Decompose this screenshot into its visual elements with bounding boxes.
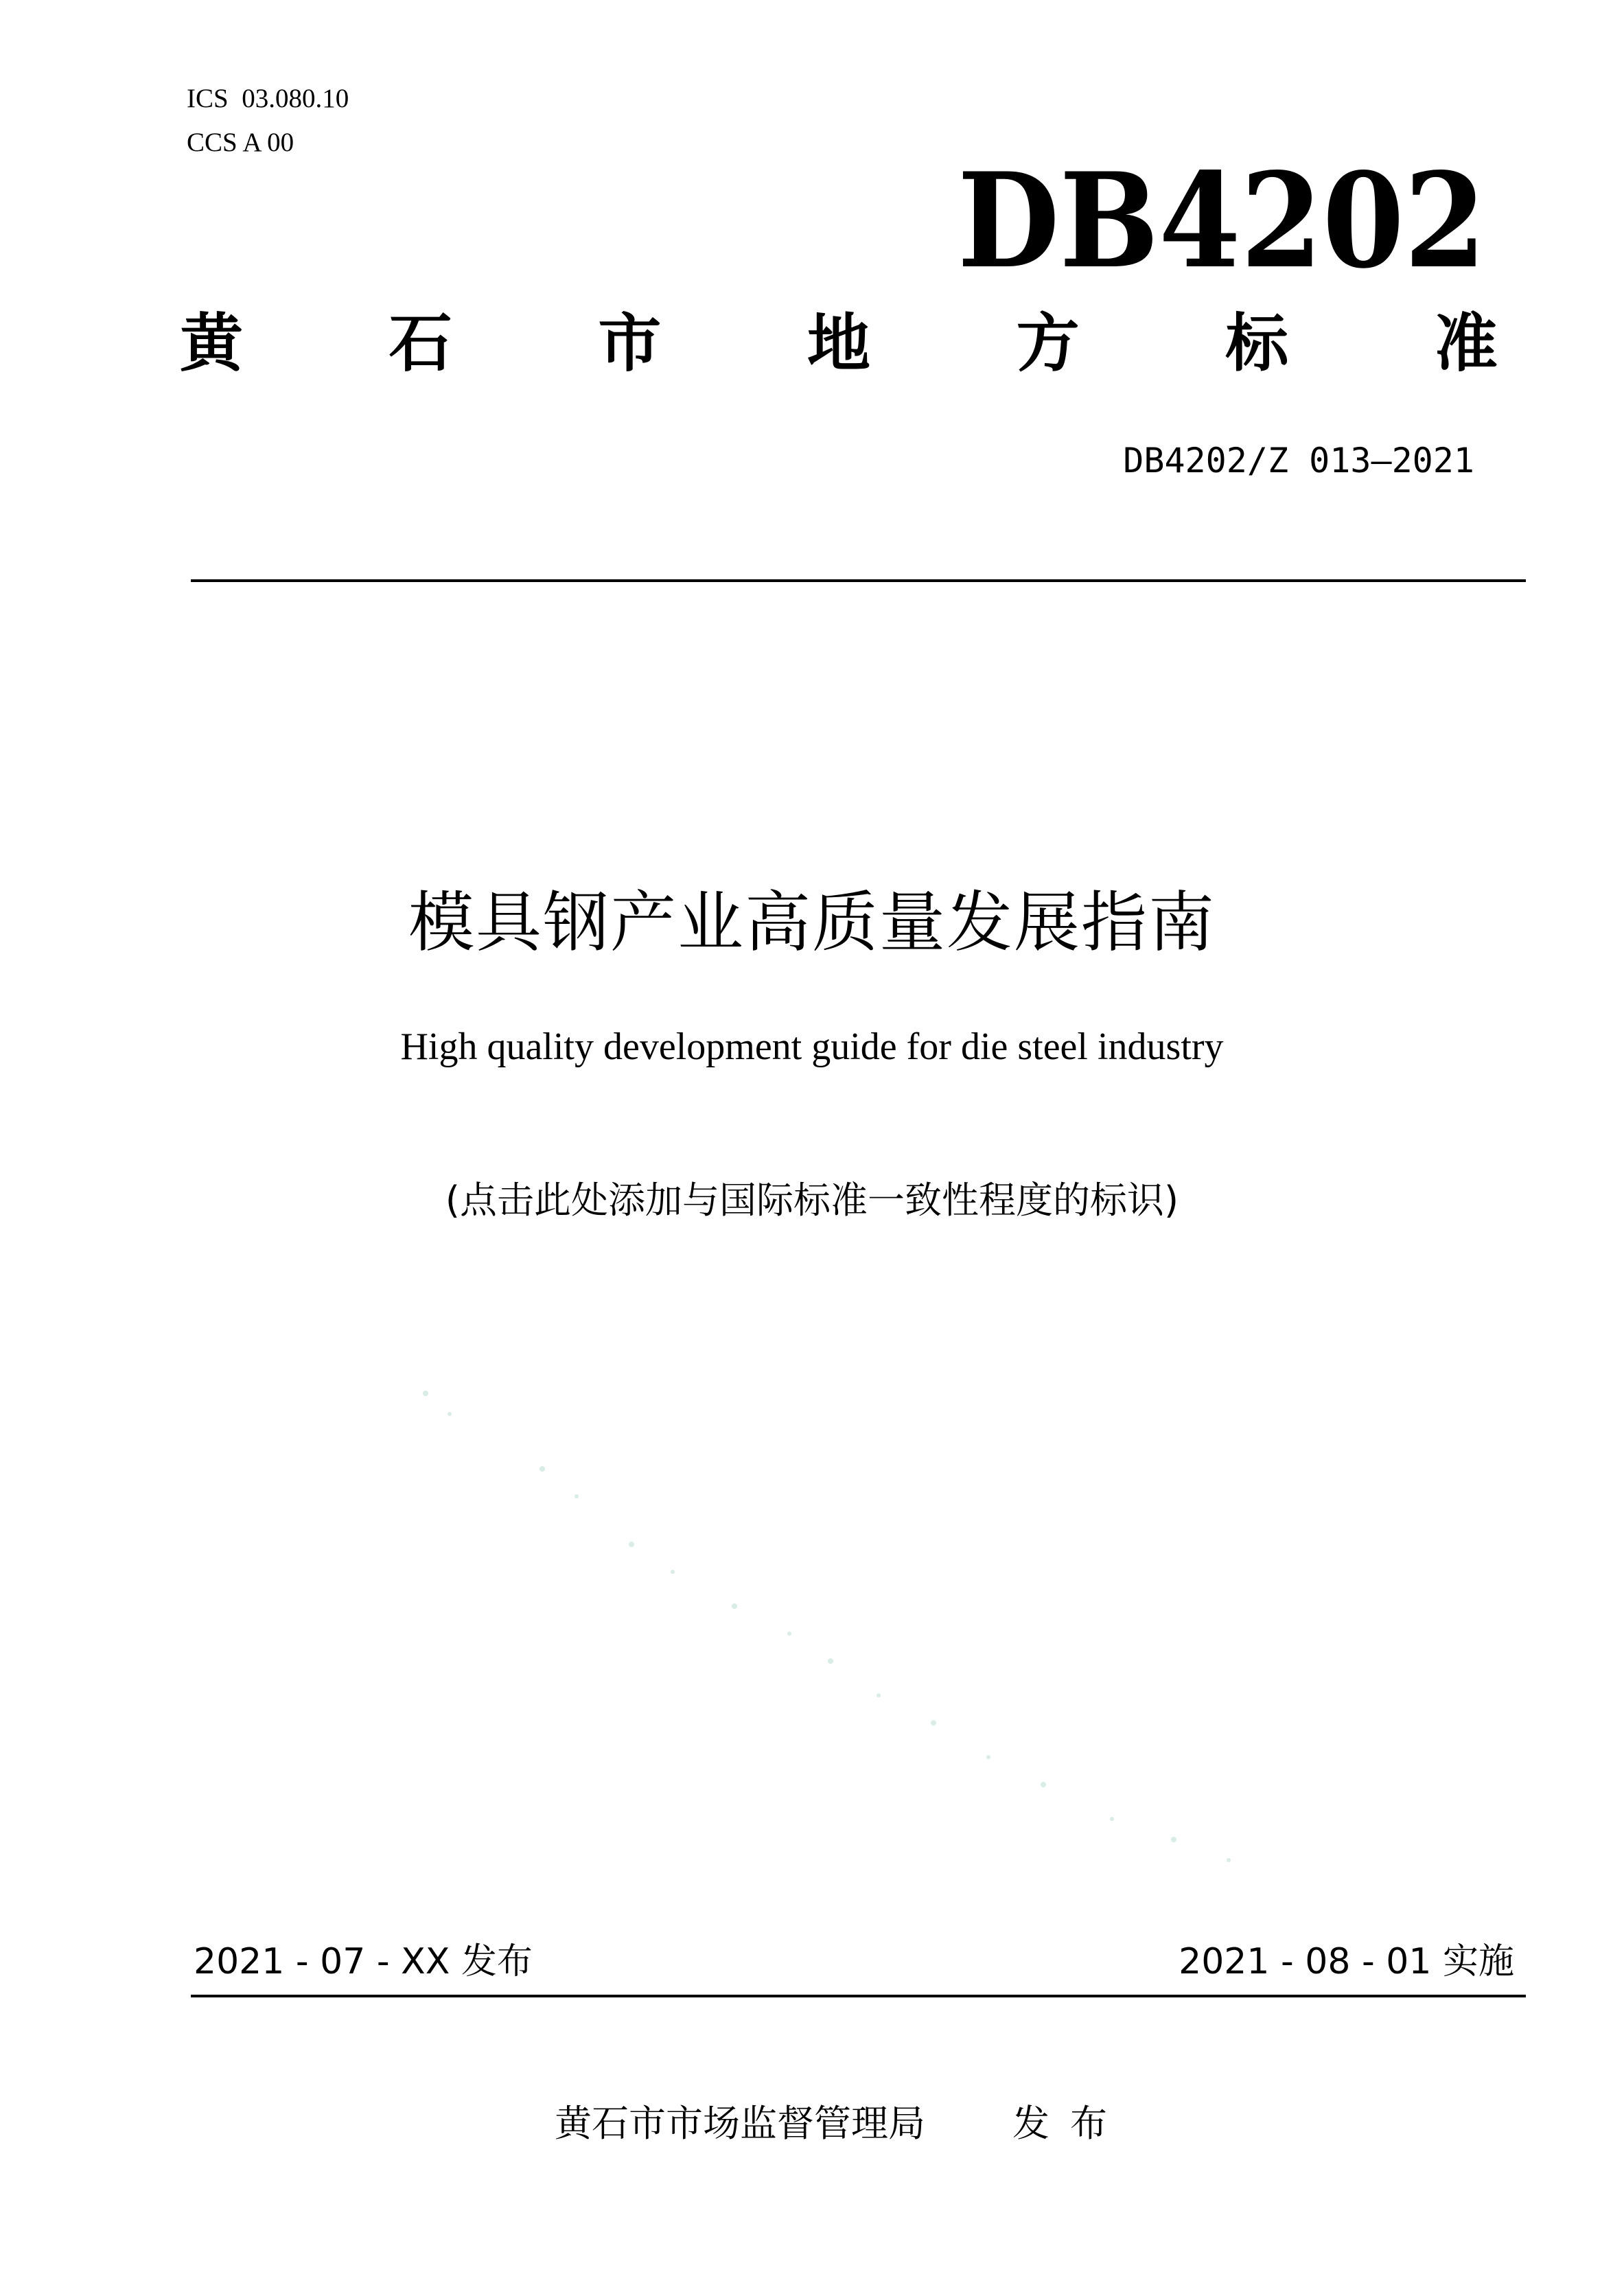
issue-label: 发布	[1012, 2102, 1128, 2145]
standard-number: DB4202/Z 013—2021	[1123, 441, 1474, 480]
level-char: 黄	[180, 307, 244, 380]
level-char: 石	[388, 307, 452, 380]
issue-date: 2021 - 07 - XX 发布	[194, 1941, 533, 1982]
db4202-logo	[958, 165, 1486, 275]
ics-code: ICS 03.080.10	[187, 84, 349, 113]
watermark-speckle	[384, 1338, 1277, 1888]
conformity-placeholder[interactable]: (点击此处添加与国际标准一致性程度的标识)	[445, 1179, 1179, 1222]
footer-divider	[191, 1995, 1526, 1997]
issuing-authority: 黄石市市场监督管理局	[555, 2102, 925, 2145]
level-char: 方	[1016, 307, 1080, 380]
level-char: 市	[598, 307, 662, 380]
level-char: 地	[807, 307, 870, 380]
level-char: 准	[1434, 307, 1498, 380]
standard-level-heading	[180, 307, 1498, 380]
title-chinese: 模具钢产业高质量发展指南	[408, 884, 1216, 961]
title-english: High quality development guide for die steel industry	[400, 1025, 1224, 1068]
ccs-code: CCS A 00	[187, 128, 294, 157]
header-divider	[191, 579, 1526, 582]
implementation-date: 2021 - 08 - 01 实施	[1179, 1941, 1514, 1982]
level-char: 标	[1225, 307, 1289, 380]
db-logo-text: DB4202	[958, 165, 1486, 275]
